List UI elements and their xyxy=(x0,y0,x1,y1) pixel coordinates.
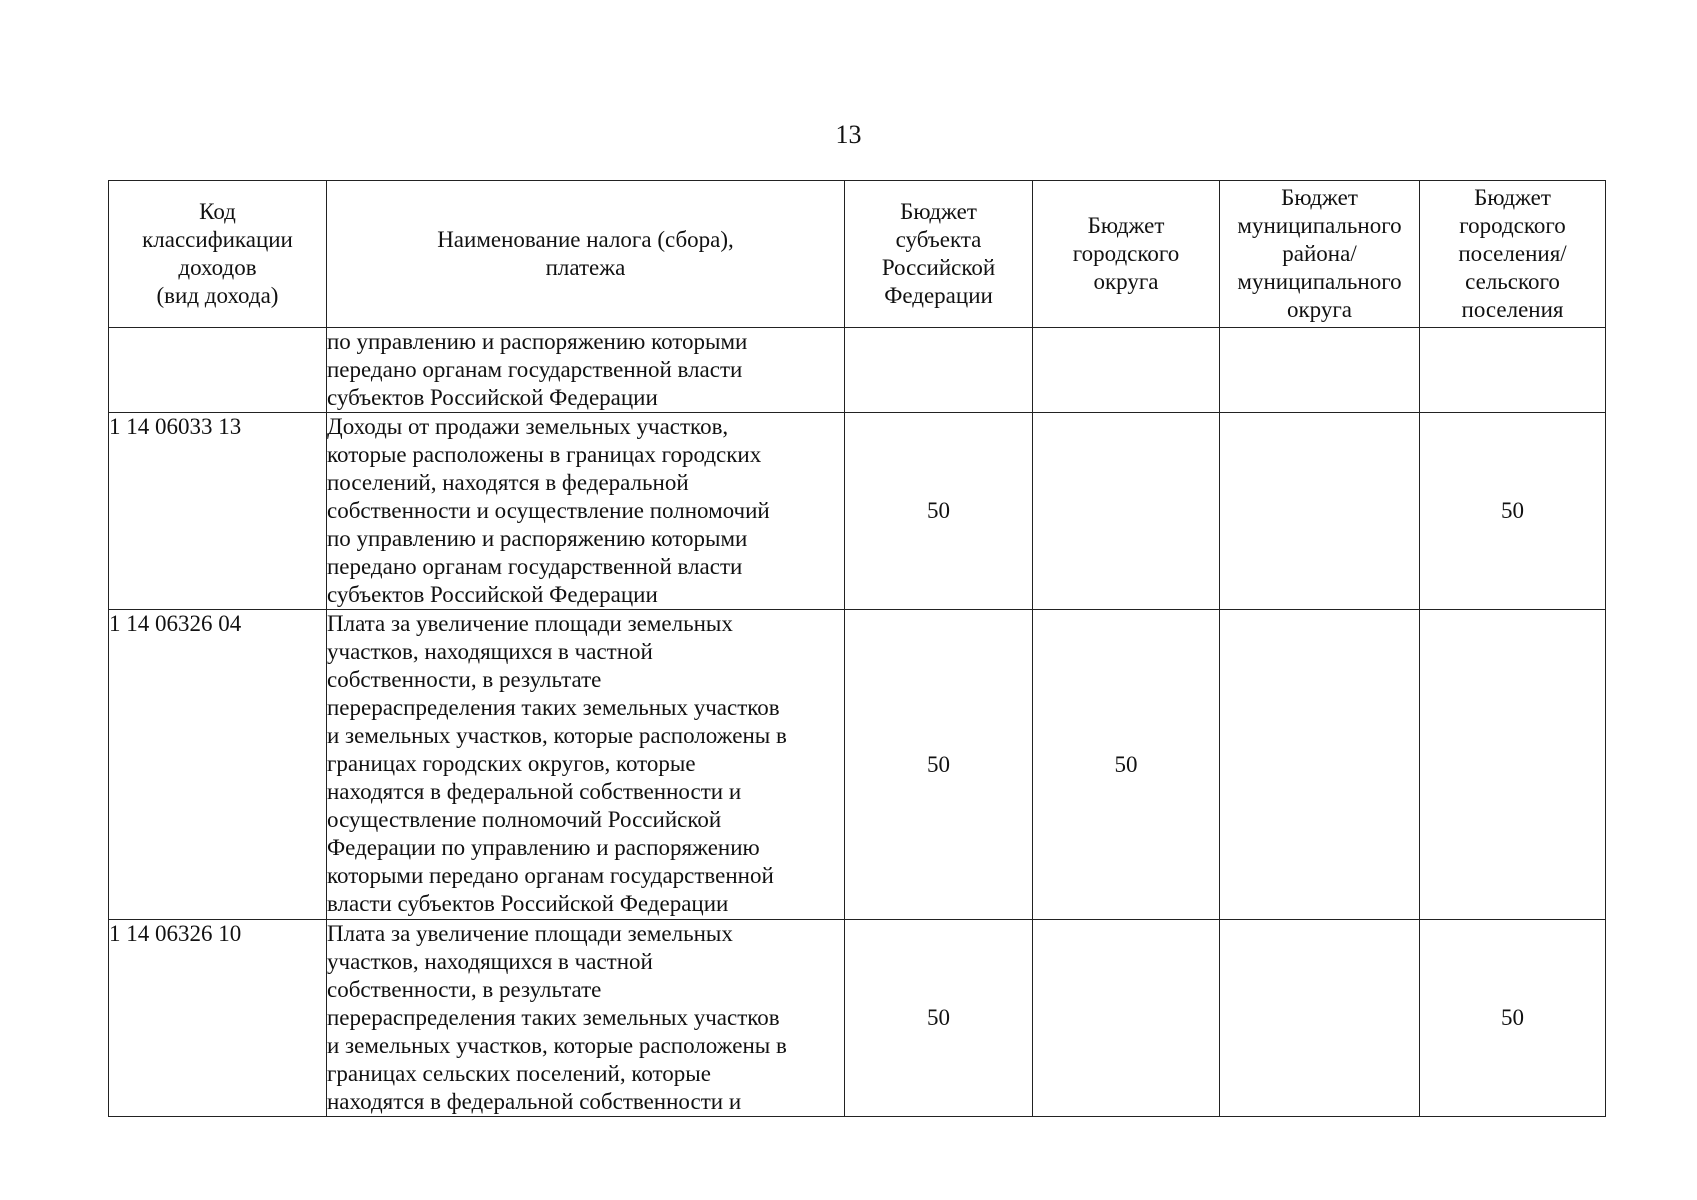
text-line: передано органам государственной власти xyxy=(327,554,743,579)
text-line: участков, находящихся в частной xyxy=(327,639,653,664)
municipal-share xyxy=(1220,328,1420,413)
settlement-share: 50 xyxy=(1420,413,1606,610)
settlement-share xyxy=(1420,328,1606,413)
text-line: классификации xyxy=(142,227,293,252)
subject-share: 50 xyxy=(845,413,1033,610)
text-line: по управлению и распоряжению которыми xyxy=(327,329,748,354)
text-line: Бюджет xyxy=(1474,185,1551,210)
text-line: субъектов Российской Федерации xyxy=(327,582,658,607)
municipal-share xyxy=(1220,920,1420,1117)
text-line: субъекта xyxy=(895,227,982,252)
text-line: Плата за увеличение площади земельных xyxy=(327,611,733,636)
text-line: власти субъектов Российской Федерации xyxy=(327,891,729,916)
text-line: перераспределения таких земельных участков xyxy=(327,695,780,720)
header-subject-budget xyxy=(845,181,1033,328)
table-row xyxy=(109,413,1606,610)
city-district-share: 50 xyxy=(1033,610,1220,920)
header-municipal-budget xyxy=(1220,181,1420,328)
subject-share xyxy=(845,328,1033,413)
revenue-name xyxy=(327,610,845,920)
text-line: собственности, в результате xyxy=(327,977,602,1002)
text-line: муниципального xyxy=(1237,213,1402,238)
page-number: 13 xyxy=(835,120,862,149)
text-line: границах сельских поселений, которые xyxy=(327,1061,711,1086)
text-line: (вид дохода) xyxy=(156,283,279,308)
text-line: Плата за увеличение площади земельных xyxy=(327,921,733,946)
text-line: осуществление полномочий Российской xyxy=(327,807,722,832)
text-line: поселений, находятся в федеральной xyxy=(327,470,689,495)
header-settlement-budget xyxy=(1420,181,1606,328)
text-line: Российской xyxy=(881,255,996,280)
header-city-district-budget xyxy=(1033,181,1220,328)
text-line: собственности, в результате xyxy=(327,667,602,692)
municipal-share xyxy=(1220,413,1420,610)
subject-share: 50 xyxy=(845,610,1033,920)
city-district-share xyxy=(1033,328,1220,413)
revenue-name xyxy=(327,413,845,610)
text-line: городского xyxy=(1072,241,1180,266)
text-line: сельского xyxy=(1465,269,1560,294)
text-line: передано органам государственной власти xyxy=(327,357,743,382)
city-district-share xyxy=(1033,920,1220,1117)
revenue-name xyxy=(327,328,845,413)
text-line: округа xyxy=(1093,269,1159,294)
revenue-code: 1 14 06326 10 xyxy=(109,920,327,1117)
text-line: поселения/ xyxy=(1458,241,1567,266)
text-line: и земельных участков, которые расположены в xyxy=(327,723,787,748)
text-line: Федерации xyxy=(884,283,993,308)
text-line: границах городских округов, которые xyxy=(327,751,696,776)
revenue-code xyxy=(109,328,327,413)
text-line: собственности и осуществление полномочий xyxy=(327,498,770,523)
text-line: Наименование налога (сбора), xyxy=(437,227,734,252)
text-line: Бюджет xyxy=(1087,213,1165,238)
text-line: которые расположены в границах городских xyxy=(327,442,762,467)
text-line: Бюджет xyxy=(1281,185,1358,210)
text-line: субъектов Российской Федерации xyxy=(327,385,658,410)
text-line: Доходы от продажи земельных участков, xyxy=(327,414,729,439)
text-line: которыми передано органам государственной xyxy=(327,863,774,888)
text-line: муниципального xyxy=(1237,269,1402,294)
text-line: Федерации по управлению и распоряжению xyxy=(327,835,760,860)
table-row xyxy=(109,328,1606,413)
city-district-share xyxy=(1033,413,1220,610)
header-row xyxy=(109,181,1606,328)
text-line: и земельных участков, которые расположены в xyxy=(327,1033,787,1058)
text-line: городского xyxy=(1459,213,1566,238)
text-line: находятся в федеральной собственности и xyxy=(327,779,742,804)
text-line: Бюджет xyxy=(900,199,977,224)
text-line: участков, находящихся в частной xyxy=(327,949,653,974)
text-line: доходов xyxy=(178,255,257,280)
text-line: Код xyxy=(199,199,236,224)
header-code xyxy=(109,181,327,328)
header-name xyxy=(327,181,845,328)
text-line: находятся в федеральной собственности и xyxy=(327,1089,742,1114)
settlement-share: 50 xyxy=(1420,920,1606,1117)
settlement-share xyxy=(1420,610,1606,920)
revenue-code: 1 14 06326 04 xyxy=(109,610,327,920)
subject-share: 50 xyxy=(845,920,1033,1117)
municipal-share xyxy=(1220,610,1420,920)
text-line: района/ xyxy=(1282,241,1357,266)
table-row xyxy=(109,610,1606,920)
revenue-distribution-table xyxy=(108,180,1606,1117)
text-line: округа xyxy=(1286,297,1352,322)
revenue-name xyxy=(327,920,845,1117)
text-line: перераспределения таких земельных участков xyxy=(327,1005,780,1030)
table-row xyxy=(109,920,1606,1117)
text-line: по управлению и распоряжению которыми xyxy=(327,526,748,551)
revenue-code: 1 14 06033 13 xyxy=(109,413,327,610)
text-line: поселения xyxy=(1461,297,1564,322)
text-line: платежа xyxy=(545,255,626,280)
